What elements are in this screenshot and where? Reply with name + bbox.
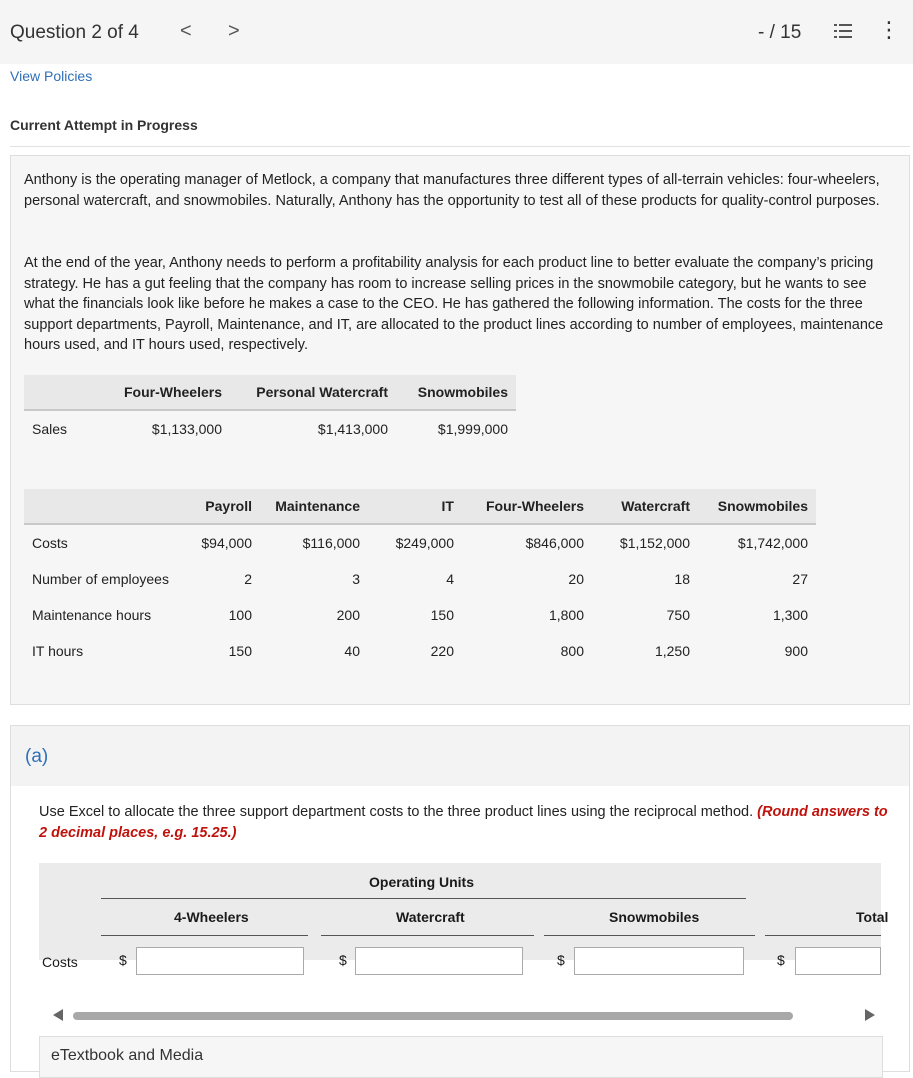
table-cell: 100: [228, 607, 252, 623]
table-cell: 220: [430, 643, 454, 659]
table-cell: $249,000: [395, 535, 454, 551]
row-label: Sales: [32, 421, 68, 437]
table-cell: $116,000: [302, 535, 360, 551]
scroll-left-icon[interactable]: [53, 1009, 63, 1021]
table-cell: 4: [446, 571, 454, 587]
cost-header-cell: Four-Wheelers: [462, 489, 592, 524]
column-header: Snowmobiles: [609, 909, 700, 925]
column-header: Watercraft: [396, 909, 465, 925]
costs-row-label: Costs: [42, 954, 78, 970]
next-question-button[interactable]: >: [228, 20, 240, 42]
column-rule: [544, 935, 755, 936]
sales-header-cell: Snowmobiles: [396, 375, 516, 410]
table-cell: 3: [352, 571, 360, 587]
column-header: 4-Wheelers: [174, 909, 249, 925]
sales-row: [24, 410, 516, 447]
table-cell: 40: [344, 643, 360, 659]
group-header-rule: [101, 898, 746, 899]
four-wheelers-cost-input[interactable]: [136, 947, 304, 975]
view-policies-link[interactable]: View Policies: [10, 68, 93, 84]
attempt-status: Current Attempt in Progress: [10, 117, 198, 133]
sales-header-row: [24, 375, 516, 410]
table-cell: 1,250: [654, 643, 690, 659]
rounding-note: (Round answers to 2 decimal places, e.g. 15.25.): [39, 804, 888, 841]
table-cell: 20: [568, 571, 584, 587]
row-label: Costs: [32, 535, 68, 551]
problem-paragraph-1: Anthony is the operating manager of Metlock, a company that manufactures three different types of all-terrain vehicles: four-wheelers, personal watercraft, and snowmobiles. Naturally, Anthony has the opportunity to test all of these products for quality-control purposes.: [24, 172, 880, 209]
sales-header-empty: [24, 375, 110, 410]
table-cell: 1,800: [548, 607, 584, 623]
watercraft-cost-input[interactable]: [355, 947, 523, 975]
etextbook-section[interactable]: [39, 1036, 883, 1078]
answer-grid: [39, 863, 889, 978]
scroll-right-icon[interactable]: [865, 1009, 875, 1021]
cost-header-empty: [24, 489, 190, 524]
cost-header-row: [24, 489, 816, 524]
cost-header-cell: IT: [368, 489, 462, 524]
cost-header-cell: Watercraft: [592, 489, 698, 524]
table-row: [24, 633, 816, 669]
table-cell: $1,999,000: [437, 421, 508, 437]
cost-header-cell: Payroll: [190, 489, 260, 524]
cost-table: [24, 489, 816, 669]
divider: [10, 146, 910, 147]
column-rule: [101, 935, 308, 936]
part-a-header: [11, 726, 909, 786]
problem-paragraph-2: At the end of the year, Anthony needs to perform a profitability analysis for each product line to better evaluate the company’s pricing strategy. He has a gut feeling that the company has room to increase selling prices in the snowmobile category, but he wants to see what the financials look like before he makes a case to the CEO. He has gathered the following information. The costs for the three support departments, Payroll, Maintenance, and IT, are allocated to the product lines according to number of employees, maintenance hours used, and IT hours used, respectively.: [24, 255, 884, 353]
table-cell: 900: [784, 643, 808, 659]
snowmobiles-cost-input[interactable]: [574, 947, 744, 975]
table-cell: 18: [674, 571, 690, 587]
group-header: Operating Units: [369, 874, 475, 890]
row-label: IT hours: [32, 643, 84, 659]
column-rule: [765, 935, 881, 936]
score-display: - / 15: [758, 22, 802, 43]
table-row: [24, 524, 816, 561]
column-rule: [321, 935, 534, 936]
scrollbar-thumb[interactable]: [73, 1012, 793, 1020]
etextbook-label[interactable]: eTextbook and Media: [51, 1047, 204, 1064]
currency-symbol: $: [557, 952, 565, 968]
column-header: Total: [856, 909, 889, 925]
table-cell: 1,300: [772, 607, 808, 623]
table-cell: $1,742,000: [737, 535, 808, 551]
currency-symbol: $: [339, 952, 347, 968]
table-cell: 750: [666, 607, 690, 623]
table-row: [24, 597, 816, 633]
cost-header-cell: Maintenance: [260, 489, 368, 524]
currency-symbol: $: [777, 952, 785, 968]
table-cell: $1,152,000: [619, 535, 690, 551]
table-cell: 150: [228, 643, 252, 659]
sales-header-cell: Four-Wheelers: [110, 375, 230, 410]
table-cell: 27: [792, 571, 808, 587]
part-a-instruction: [39, 802, 889, 844]
total-cost-input[interactable]: [795, 947, 881, 975]
instruction-text: Use Excel to allocate the three support department costs to the three product lines using the reciprocal method.: [39, 804, 754, 820]
table-cell: $1,413,000: [317, 421, 388, 437]
table-cell: 200: [336, 607, 360, 623]
table-cell: 150: [430, 607, 454, 623]
question-counter: Question 2 of 4: [10, 22, 139, 43]
horizontal-scrollbar[interactable]: [39, 1004, 881, 1026]
part-label: (a): [25, 746, 49, 767]
sales-table: [24, 375, 516, 447]
row-label: Maintenance hours: [32, 607, 152, 623]
table-row: [24, 561, 816, 597]
prev-question-button[interactable]: <: [180, 20, 192, 42]
table-cell: 2: [244, 571, 252, 587]
table-cell: $94,000: [201, 535, 252, 551]
list-icon[interactable]: [834, 22, 852, 40]
cost-header-cell: Snowmobiles: [698, 489, 816, 524]
table-cell: 800: [560, 643, 584, 659]
sales-header-cell: Personal Watercraft: [230, 375, 396, 410]
table-cell: $846,000: [525, 535, 584, 551]
more-vertical-icon[interactable]: ⋮: [878, 17, 900, 42]
table-cell: $1,133,000: [151, 421, 222, 437]
row-label: Number of employees: [32, 571, 169, 587]
part-a-panel: [10, 725, 910, 1072]
currency-symbol: $: [119, 952, 127, 968]
